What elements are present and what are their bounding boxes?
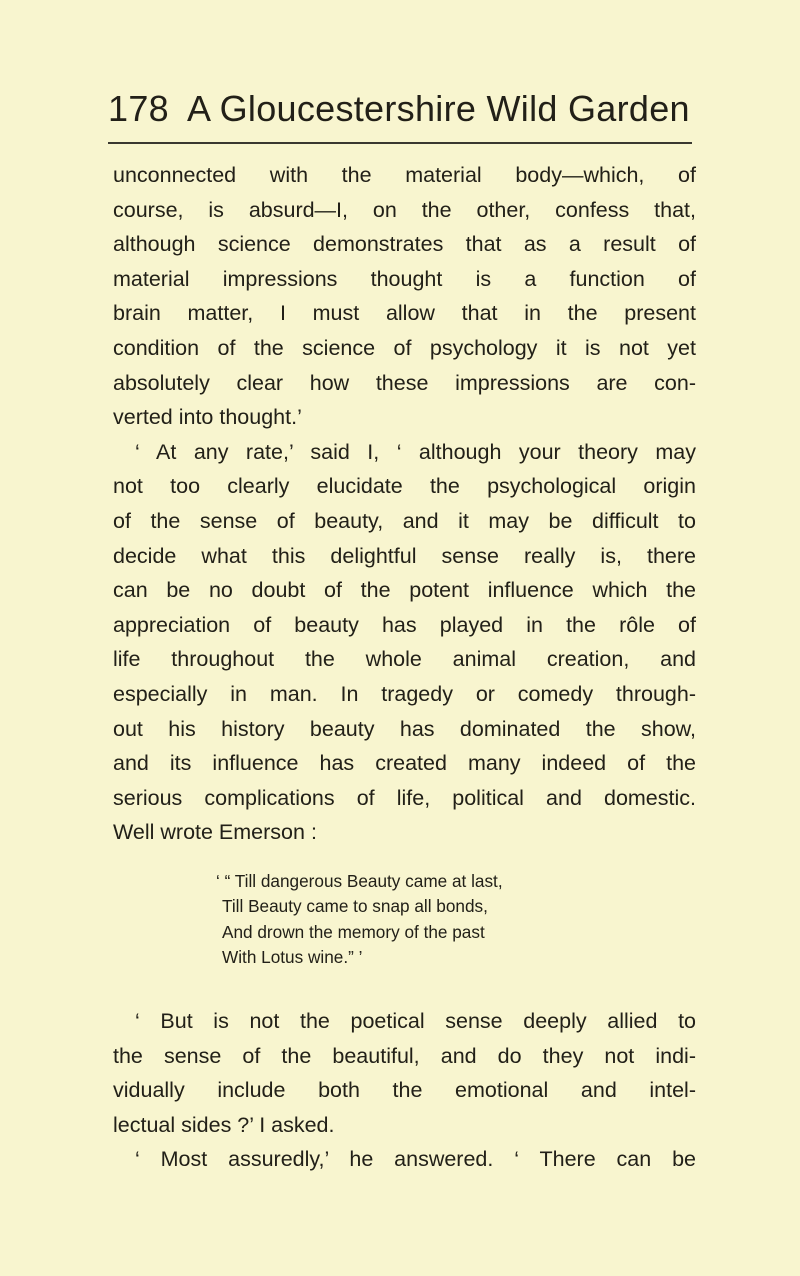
text-line: ‘ At any rate,’ said I, ‘ although your theory may — [135, 439, 696, 464]
text-line: brain matter, I must allow that in the present — [113, 301, 696, 326]
text-line: course, is absurd—I, on the other, confess that, — [113, 197, 696, 222]
text-line: unconnected with the material body—which, of — [113, 163, 696, 187]
running-title: A Gloucestershire Wild Garden — [186, 88, 690, 129]
text-line: decide what this delightful sense really is, there — [113, 543, 696, 568]
text-line: Well wrote Emerson : — [113, 820, 317, 845]
verse-line: Till Beauty came to snap all bonds, — [222, 896, 488, 917]
verse-line: And drown the memory of the past — [222, 921, 485, 942]
verse-line: ‘ “ Till dangerous Beauty came at last, — [216, 871, 503, 891]
text-line: condition of the science of psychology it is not yet — [113, 335, 696, 360]
text-line: ‘ Most assuredly,’ he answered. ‘ There can be — [135, 1147, 696, 1172]
text-line: verted into thought.’ — [113, 405, 302, 430]
text-line: the sense of the beautiful, and do they not indi- — [113, 1043, 696, 1068]
text-line: although science demonstrates that as a result of — [113, 232, 696, 257]
text-line: vidually include both the emotional and intel- — [113, 1078, 696, 1103]
text-line: material impressions thought is a function of — [113, 266, 696, 291]
text-line: not too clearly elucidate the psychological origin — [113, 474, 696, 499]
text-line: serious complications of life, political and domestic. — [113, 785, 696, 810]
text-line: and its influence has created many indeed of the — [113, 751, 696, 776]
text-line: lectual sides ?’ I asked. — [113, 1112, 335, 1137]
header-rule — [108, 142, 692, 144]
text-line: ‘ But is not the poetical sense deeply allied to — [135, 1009, 696, 1033]
page-number: 178 — [108, 88, 169, 129]
body-text-upper — [113, 158, 696, 850]
verse-quotation — [216, 869, 622, 970]
text-line: of the sense of beauty, and it may be difficult to — [113, 508, 696, 533]
body-text-lower — [113, 1004, 696, 1177]
text-line: out his history beauty has dominated the show, — [113, 716, 696, 741]
verse-line: With Lotus wine.” ’ — [222, 946, 363, 967]
text-line: appreciation of beauty has played in the rôle of — [113, 612, 696, 637]
running-head — [108, 86, 688, 132]
text-line: life throughout the whole animal creation, and — [113, 647, 696, 672]
text-line: absolutely clear how these impressions are con- — [113, 370, 696, 395]
text-line: can be no doubt of the potent influence which the — [113, 578, 696, 603]
text-line: especially in man. In tragedy or comedy through- — [113, 681, 696, 706]
